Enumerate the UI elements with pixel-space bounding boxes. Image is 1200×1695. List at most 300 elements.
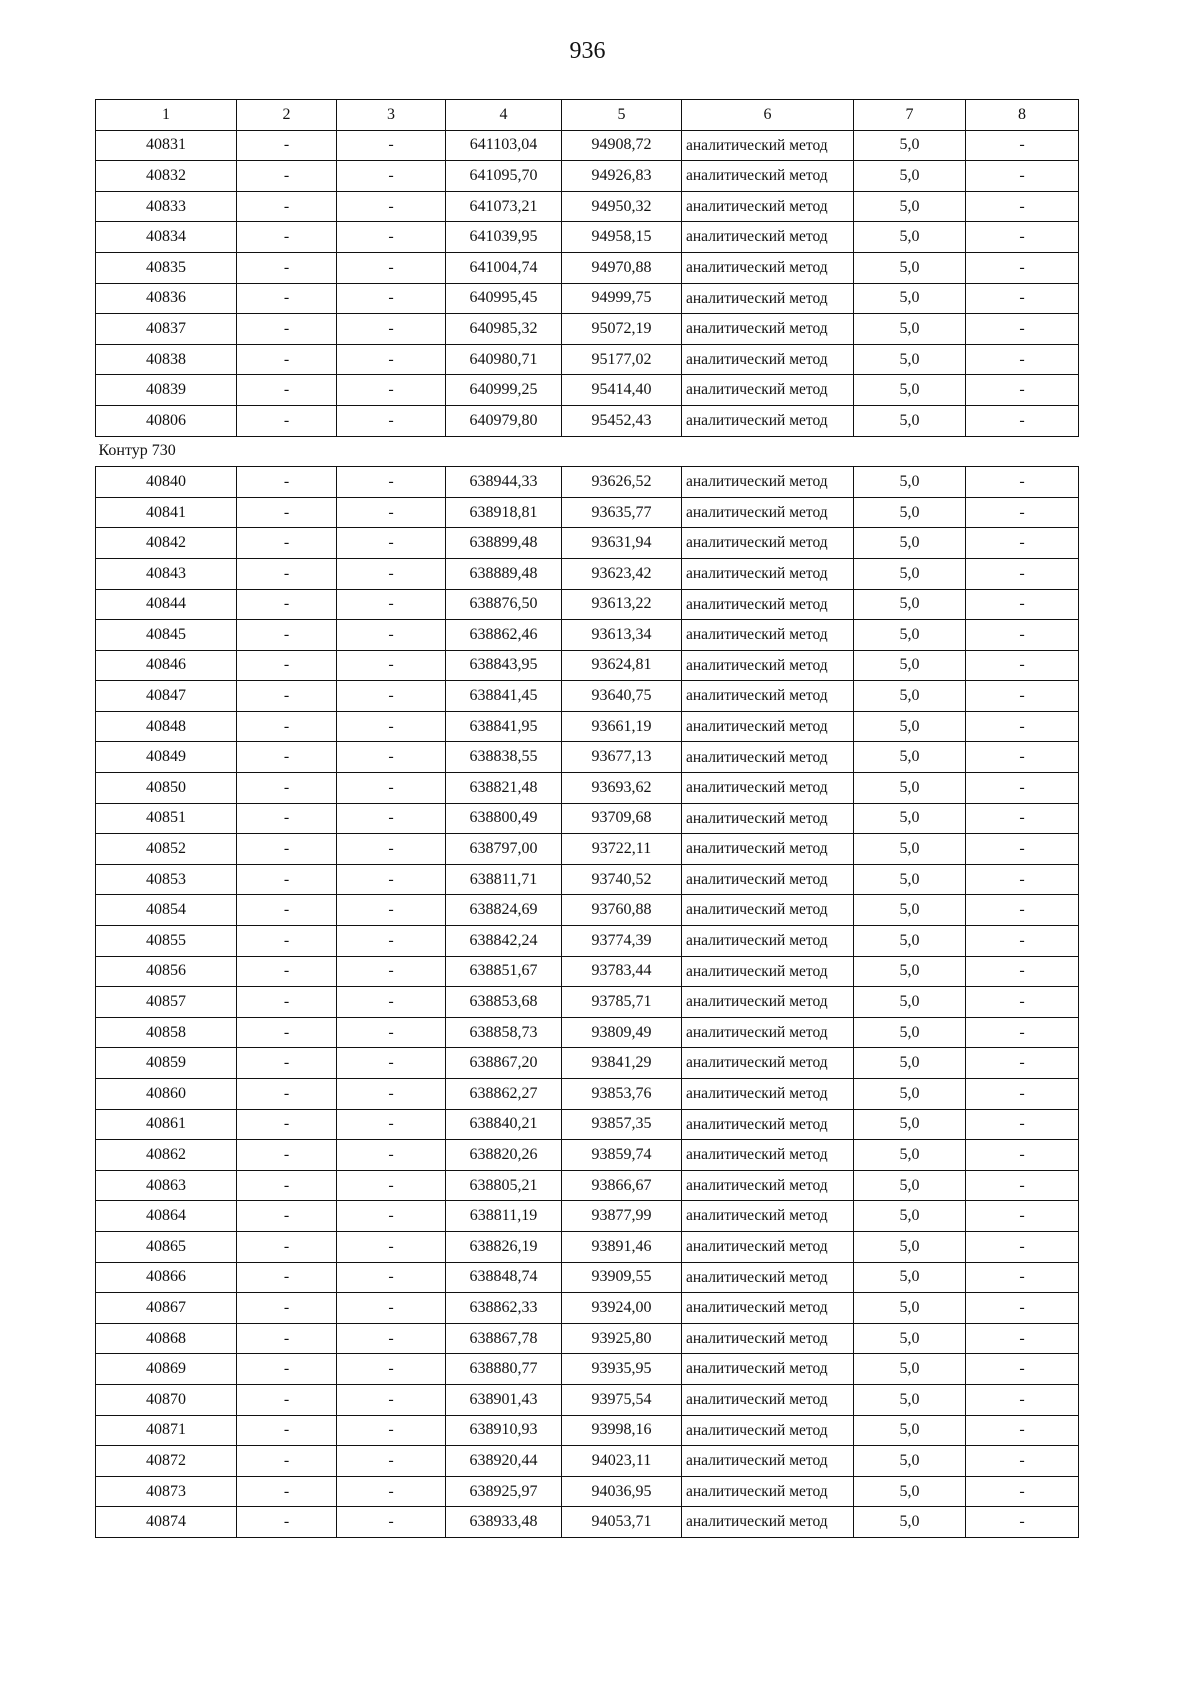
table-cell-col-5: 93626,52 <box>562 467 682 498</box>
table-cell-col-1: 40850 <box>96 773 237 804</box>
table-cell-col-7: 5,0 <box>854 1048 966 1079</box>
table-cell-col-2: - <box>237 1170 337 1201</box>
table-row <box>96 589 1079 620</box>
table-cell-col-8: - <box>966 161 1079 192</box>
table-cell-col-3: - <box>337 1384 446 1415</box>
table-cell-col-6: аналитический метод <box>682 1507 854 1538</box>
table-cell-col-7: 5,0 <box>854 1446 966 1477</box>
table-cell-col-8: - <box>966 926 1079 957</box>
table-cell-col-8: - <box>966 222 1079 253</box>
table-cell-col-5: 95452,43 <box>562 405 682 436</box>
table-cell-col-3: - <box>337 1293 446 1324</box>
table-cell-col-2: - <box>237 191 337 222</box>
table-cell-col-4: 638876,50 <box>446 589 562 620</box>
table-cell-col-4: 638933,48 <box>446 1507 562 1538</box>
table-cell-col-3: - <box>337 650 446 681</box>
table-cell-col-7: 5,0 <box>854 1231 966 1262</box>
table-cell-col-3: - <box>337 1048 446 1079</box>
table-cell-col-3: - <box>337 956 446 987</box>
table-cell-col-6: аналитический метод <box>682 1262 854 1293</box>
table-cell-col-3: - <box>337 711 446 742</box>
table-row <box>96 1384 1079 1415</box>
table-cell-col-6: аналитический метод <box>682 1415 854 1446</box>
table-cell-col-5: 94023,11 <box>562 1446 682 1477</box>
column-header-6: 6 <box>682 100 854 131</box>
table-cell-col-4: 641103,04 <box>446 130 562 161</box>
table-cell-col-6: аналитический метод <box>682 222 854 253</box>
table-cell-col-2: - <box>237 834 337 865</box>
table-cell-col-6: аналитический метод <box>682 620 854 651</box>
table-cell-col-3: - <box>337 1201 446 1232</box>
table-cell-col-4: 638841,95 <box>446 711 562 742</box>
table-cell-col-5: 94970,88 <box>562 252 682 283</box>
table-cell-col-6: аналитический метод <box>682 314 854 345</box>
table-cell-col-8: - <box>966 1507 1079 1538</box>
table-cell-col-2: - <box>237 497 337 528</box>
table-cell-col-1: 40848 <box>96 711 237 742</box>
table-cell-col-5: 93774,39 <box>562 926 682 957</box>
table-cell-col-3: - <box>337 742 446 773</box>
table-cell-col-5: 94999,75 <box>562 283 682 314</box>
table-cell-col-2: - <box>237 589 337 620</box>
table-cell-col-8: - <box>966 1476 1079 1507</box>
table-cell-col-5: 93909,55 <box>562 1262 682 1293</box>
table-row <box>96 314 1079 345</box>
table-cell-col-2: - <box>237 467 337 498</box>
table-cell-col-1: 40840 <box>96 467 237 498</box>
table-cell-col-1: 40832 <box>96 161 237 192</box>
table-cell-col-1: 40861 <box>96 1109 237 1140</box>
table-cell-col-4: 638842,24 <box>446 926 562 957</box>
table-cell-col-4: 641073,21 <box>446 191 562 222</box>
table-cell-col-1: 40866 <box>96 1262 237 1293</box>
table-cell-col-4: 641095,70 <box>446 161 562 192</box>
table-cell-col-6: аналитический метод <box>682 1048 854 1079</box>
table-cell-col-1: 40849 <box>96 742 237 773</box>
table-cell-col-3: - <box>337 222 446 253</box>
table-cell-col-3: - <box>337 283 446 314</box>
table-cell-col-7: 5,0 <box>854 650 966 681</box>
table-cell-col-8: - <box>966 375 1079 406</box>
table-cell-col-6: аналитический метод <box>682 1293 854 1324</box>
table-cell-col-4: 638821,48 <box>446 773 562 804</box>
table-cell-col-2: - <box>237 283 337 314</box>
table-row <box>96 650 1079 681</box>
table-cell-col-2: - <box>237 252 337 283</box>
table-cell-col-2: - <box>237 1415 337 1446</box>
table-cell-col-5: 93841,29 <box>562 1048 682 1079</box>
table-cell-col-8: - <box>966 803 1079 834</box>
table-cell-col-5: 93677,13 <box>562 742 682 773</box>
table-cell-col-1: 40862 <box>96 1140 237 1171</box>
table-cell-col-2: - <box>237 405 337 436</box>
table-cell-col-5: 93635,77 <box>562 497 682 528</box>
table-row <box>96 926 1079 957</box>
table-cell-col-6: аналитический метод <box>682 130 854 161</box>
table-cell-col-2: - <box>237 987 337 1018</box>
table-cell-col-2: - <box>237 620 337 651</box>
table-cell-col-2: - <box>237 1048 337 1079</box>
table-cell-col-6: аналитический метод <box>682 987 854 1018</box>
table-cell-col-1: 40859 <box>96 1048 237 1079</box>
table-cell-col-6: аналитический метод <box>682 161 854 192</box>
table-cell-col-4: 638800,49 <box>446 803 562 834</box>
table-row <box>96 283 1079 314</box>
table-cell-col-7: 5,0 <box>854 528 966 559</box>
table-row <box>96 558 1079 589</box>
table-cell-col-1: 40841 <box>96 497 237 528</box>
table-cell-col-4: 641039,95 <box>446 222 562 253</box>
table-cell-col-3: - <box>337 252 446 283</box>
table-cell-col-7: 5,0 <box>854 1507 966 1538</box>
table-row <box>96 1017 1079 1048</box>
table-cell-col-2: - <box>237 1017 337 1048</box>
table-cell-col-5: 93877,99 <box>562 1201 682 1232</box>
table-cell-col-7: 5,0 <box>854 956 966 987</box>
table-cell-col-6: аналитический метод <box>682 864 854 895</box>
column-header-3: 3 <box>337 100 446 131</box>
table-cell-col-2: - <box>237 1231 337 1262</box>
table-cell-col-5: 95072,19 <box>562 314 682 345</box>
table-cell-col-3: - <box>337 558 446 589</box>
table-cell-col-2: - <box>237 1140 337 1171</box>
table-row <box>96 1048 1079 1079</box>
table-cell-col-4: 638901,43 <box>446 1384 562 1415</box>
table-cell-col-3: - <box>337 773 446 804</box>
table-cell-col-1: 40847 <box>96 681 237 712</box>
table-cell-col-6: аналитический метод <box>682 528 854 559</box>
table-cell-col-2: - <box>237 681 337 712</box>
table-cell-col-1: 40854 <box>96 895 237 926</box>
table-cell-col-2: - <box>237 895 337 926</box>
table-cell-col-6: аналитический метод <box>682 1079 854 1110</box>
table-cell-col-5: 93809,49 <box>562 1017 682 1048</box>
table-cell-col-4: 638880,77 <box>446 1354 562 1385</box>
table-cell-col-8: - <box>966 1017 1079 1048</box>
table-cell-col-5: 93924,00 <box>562 1293 682 1324</box>
table-cell-col-8: - <box>966 558 1079 589</box>
table-cell-col-3: - <box>337 834 446 865</box>
table-cell-col-1: 40858 <box>96 1017 237 1048</box>
table-cell-col-8: - <box>966 405 1079 436</box>
section-label: Контур 730 <box>98 442 176 460</box>
table-row <box>96 1323 1079 1354</box>
table-cell-col-4: 638918,81 <box>446 497 562 528</box>
table-cell-col-3: - <box>337 1170 446 1201</box>
table-cell-col-3: - <box>337 1354 446 1385</box>
table-cell-col-1: 40869 <box>96 1354 237 1385</box>
table-row <box>96 681 1079 712</box>
table-cell-col-7: 5,0 <box>854 1201 966 1232</box>
table-cell-col-4: 638899,48 <box>446 528 562 559</box>
table-cell-col-2: - <box>237 926 337 957</box>
table-cell-col-3: - <box>337 987 446 1018</box>
table-row <box>96 987 1079 1018</box>
table-cell-col-2: - <box>237 956 337 987</box>
table-cell-col-7: 5,0 <box>854 497 966 528</box>
table-body-group-2 <box>96 467 1079 1538</box>
table-cell-col-4: 641004,74 <box>446 252 562 283</box>
table-cell-col-5: 93891,46 <box>562 1231 682 1262</box>
table-cell-col-1: 40860 <box>96 1079 237 1110</box>
table-cell-col-4: 640985,32 <box>446 314 562 345</box>
table-cell-col-7: 5,0 <box>854 1017 966 1048</box>
table-cell-col-1: 40839 <box>96 375 237 406</box>
table-cell-col-4: 638826,19 <box>446 1231 562 1262</box>
table-cell-col-5: 93760,88 <box>562 895 682 926</box>
table-cell-col-4: 638840,21 <box>446 1109 562 1140</box>
table-cell-col-3: - <box>337 497 446 528</box>
table-row <box>96 497 1079 528</box>
table-cell-col-3: - <box>337 1140 446 1171</box>
table-cell-col-8: - <box>966 467 1079 498</box>
table-cell-col-8: - <box>966 1384 1079 1415</box>
table-cell-col-7: 5,0 <box>854 130 966 161</box>
table-cell-col-2: - <box>237 1507 337 1538</box>
table-cell-col-8: - <box>966 650 1079 681</box>
table-cell-col-8: - <box>966 1109 1079 1140</box>
table-cell-col-4: 638843,95 <box>446 650 562 681</box>
table-cell-col-3: - <box>337 1109 446 1140</box>
table-cell-col-6: аналитический метод <box>682 1323 854 1354</box>
table-cell-col-7: 5,0 <box>854 375 966 406</box>
table-cell-col-5: 95414,40 <box>562 375 682 406</box>
table-row <box>96 1079 1079 1110</box>
table-cell-col-7: 5,0 <box>854 1323 966 1354</box>
table-cell-col-4: 638853,68 <box>446 987 562 1018</box>
table-cell-col-6: аналитический метод <box>682 742 854 773</box>
table-cell-col-4: 638820,26 <box>446 1140 562 1171</box>
table-cell-col-4: 638797,00 <box>446 834 562 865</box>
table-cell-col-2: - <box>237 528 337 559</box>
table-cell-col-4: 638805,21 <box>446 1170 562 1201</box>
table-cell-col-3: - <box>337 528 446 559</box>
table-cell-col-1: 40834 <box>96 222 237 253</box>
table-cell-col-4: 640979,80 <box>446 405 562 436</box>
table-cell-col-4: 638851,67 <box>446 956 562 987</box>
table-cell-col-1: 40806 <box>96 405 237 436</box>
table-cell-col-4: 638925,97 <box>446 1476 562 1507</box>
table-cell-col-2: - <box>237 344 337 375</box>
column-header-4: 4 <box>446 100 562 131</box>
table-cell-col-3: - <box>337 1079 446 1110</box>
table-cell-col-5: 93935,95 <box>562 1354 682 1385</box>
table-cell-col-5: 93693,62 <box>562 773 682 804</box>
table-cell-col-1: 40846 <box>96 650 237 681</box>
table-cell-col-8: - <box>966 252 1079 283</box>
table-cell-col-3: - <box>337 467 446 498</box>
table-cell-col-3: - <box>337 405 446 436</box>
table-cell-col-1: 40870 <box>96 1384 237 1415</box>
table-cell-col-2: - <box>237 375 337 406</box>
table-cell-col-6: аналитический метод <box>682 1446 854 1477</box>
table-cell-col-2: - <box>237 1262 337 1293</box>
table-row <box>96 344 1079 375</box>
table-cell-col-2: - <box>237 803 337 834</box>
table-cell-col-3: - <box>337 1476 446 1507</box>
table-cell-col-4: 638862,27 <box>446 1079 562 1110</box>
table-cell-col-7: 5,0 <box>854 1170 966 1201</box>
table-cell-col-7: 5,0 <box>854 1079 966 1110</box>
table-cell-col-1: 40853 <box>96 864 237 895</box>
table-cell-col-1: 40873 <box>96 1476 237 1507</box>
table-cell-col-7: 5,0 <box>854 1354 966 1385</box>
table-cell-col-7: 5,0 <box>854 711 966 742</box>
table-cell-col-5: 93624,81 <box>562 650 682 681</box>
table-cell-col-1: 40831 <box>96 130 237 161</box>
table-row <box>96 834 1079 865</box>
table-cell-col-7: 5,0 <box>854 1140 966 1171</box>
table-row <box>96 405 1079 436</box>
table-cell-col-8: - <box>966 1446 1079 1477</box>
table-cell-col-6: аналитический метод <box>682 1384 854 1415</box>
table-cell-col-7: 5,0 <box>854 987 966 1018</box>
table-row <box>96 773 1079 804</box>
table-cell-col-8: - <box>966 344 1079 375</box>
table-cell-col-8: - <box>966 1079 1079 1110</box>
table-row <box>96 375 1079 406</box>
table-cell-col-5: 94053,71 <box>562 1507 682 1538</box>
table-cell-col-3: - <box>337 926 446 957</box>
table-cell-col-1: 40856 <box>96 956 237 987</box>
table-cell-col-8: - <box>966 589 1079 620</box>
table-cell-col-1: 40867 <box>96 1293 237 1324</box>
table-cell-col-7: 5,0 <box>854 252 966 283</box>
table-cell-col-4: 638920,44 <box>446 1446 562 1477</box>
table-cell-col-1: 40863 <box>96 1170 237 1201</box>
table-cell-col-8: - <box>966 620 1079 651</box>
table-cell-col-7: 5,0 <box>854 834 966 865</box>
table-cell-col-2: - <box>237 1293 337 1324</box>
table-cell-col-1: 40837 <box>96 314 237 345</box>
table-cell-col-1: 40838 <box>96 344 237 375</box>
table-cell-col-5: 94958,15 <box>562 222 682 253</box>
table-cell-col-5: 93857,35 <box>562 1109 682 1140</box>
table-cell-col-1: 40851 <box>96 803 237 834</box>
table-cell-col-5: 93631,94 <box>562 528 682 559</box>
table-cell-col-6: аналитический метод <box>682 252 854 283</box>
table-cell-col-1: 40874 <box>96 1507 237 1538</box>
table-cell-col-8: - <box>966 711 1079 742</box>
table-row <box>96 620 1079 651</box>
table-row <box>96 1170 1079 1201</box>
table-cell-col-5: 93853,76 <box>562 1079 682 1110</box>
table-cell-col-4: 638824,69 <box>446 895 562 926</box>
table-cell-col-3: - <box>337 161 446 192</box>
table-cell-col-3: - <box>337 1017 446 1048</box>
table-row <box>96 222 1079 253</box>
table-cell-col-6: аналитический метод <box>682 650 854 681</box>
table-cell-col-7: 5,0 <box>854 926 966 957</box>
table-cell-col-3: - <box>337 620 446 651</box>
table-cell-col-6: аналитический метод <box>682 711 854 742</box>
table-row <box>96 161 1079 192</box>
table-row <box>96 711 1079 742</box>
table-cell-col-3: - <box>337 375 446 406</box>
table-row <box>96 1201 1079 1232</box>
table-cell-col-6: аналитический метод <box>682 191 854 222</box>
table-cell-col-7: 5,0 <box>854 803 966 834</box>
table-row <box>96 1109 1079 1140</box>
table-row <box>96 1446 1079 1477</box>
table-cell-col-6: аналитический метод <box>682 773 854 804</box>
column-header-5: 5 <box>562 100 682 131</box>
table-cell-col-6: аналитический метод <box>682 834 854 865</box>
table-cell-col-3: - <box>337 314 446 345</box>
table-cell-col-3: - <box>337 895 446 926</box>
table-cell-col-6: аналитический метод <box>682 405 854 436</box>
table-cell-col-1: 40855 <box>96 926 237 957</box>
table-cell-col-6: аналитический метод <box>682 1140 854 1171</box>
table-row <box>96 1354 1079 1385</box>
table-cell-col-8: - <box>966 528 1079 559</box>
table-cell-col-5: 93709,68 <box>562 803 682 834</box>
table-cell-col-6: аналитический метод <box>682 1476 854 1507</box>
table-row <box>96 191 1079 222</box>
page-number: 936 <box>569 38 606 64</box>
section-row <box>96 436 1079 467</box>
column-header-2: 2 <box>237 100 337 131</box>
table-cell-col-8: - <box>966 1231 1079 1262</box>
table-row <box>96 742 1079 773</box>
table-cell-col-3: - <box>337 1507 446 1538</box>
table-cell-col-4: 638862,46 <box>446 620 562 651</box>
table-cell-col-6: аналитический метод <box>682 1170 854 1201</box>
table-cell-col-3: - <box>337 130 446 161</box>
table-row <box>96 1262 1079 1293</box>
table-cell-col-5: 93783,44 <box>562 956 682 987</box>
table-cell-col-6: аналитический метод <box>682 283 854 314</box>
table-cell-col-7: 5,0 <box>854 344 966 375</box>
table-cell-col-8: - <box>966 681 1079 712</box>
table-cell-col-6: аналитический метод <box>682 956 854 987</box>
table-cell-col-6: аналитический метод <box>682 681 854 712</box>
table-cell-col-7: 5,0 <box>854 589 966 620</box>
table-cell-col-1: 40835 <box>96 252 237 283</box>
table-cell-col-4: 638867,78 <box>446 1323 562 1354</box>
table-cell-col-4: 640980,71 <box>446 344 562 375</box>
table-cell-col-8: - <box>966 773 1079 804</box>
table-cell-col-1: 40871 <box>96 1415 237 1446</box>
table-cell-col-7: 5,0 <box>854 1293 966 1324</box>
table-cell-col-7: 5,0 <box>854 161 966 192</box>
table-cell-col-2: - <box>237 314 337 345</box>
table-cell-col-5: 93640,75 <box>562 681 682 712</box>
table-cell-col-5: 93613,34 <box>562 620 682 651</box>
table-cell-col-2: - <box>237 1354 337 1385</box>
table-cell-col-6: аналитический метод <box>682 1201 854 1232</box>
table-cell-col-5: 93866,67 <box>562 1170 682 1201</box>
table-cell-col-8: - <box>966 497 1079 528</box>
table-cell-col-2: - <box>237 558 337 589</box>
table-cell-col-4: 640999,25 <box>446 375 562 406</box>
table-cell-col-4: 638867,20 <box>446 1048 562 1079</box>
table-cell-col-7: 5,0 <box>854 1384 966 1415</box>
table-cell-col-5: 93722,11 <box>562 834 682 865</box>
table-cell-col-6: аналитический метод <box>682 558 854 589</box>
table-cell-col-5: 93998,16 <box>562 1415 682 1446</box>
table-cell-col-1: 40852 <box>96 834 237 865</box>
table-row <box>96 956 1079 987</box>
table-cell-col-7: 5,0 <box>854 222 966 253</box>
table-cell-col-8: - <box>966 987 1079 1018</box>
table-cell-col-8: - <box>966 1354 1079 1385</box>
table-cell-col-2: - <box>237 222 337 253</box>
table-cell-col-1: 40833 <box>96 191 237 222</box>
table-cell-col-3: - <box>337 191 446 222</box>
table-cell-col-7: 5,0 <box>854 773 966 804</box>
table-cell-col-8: - <box>966 283 1079 314</box>
